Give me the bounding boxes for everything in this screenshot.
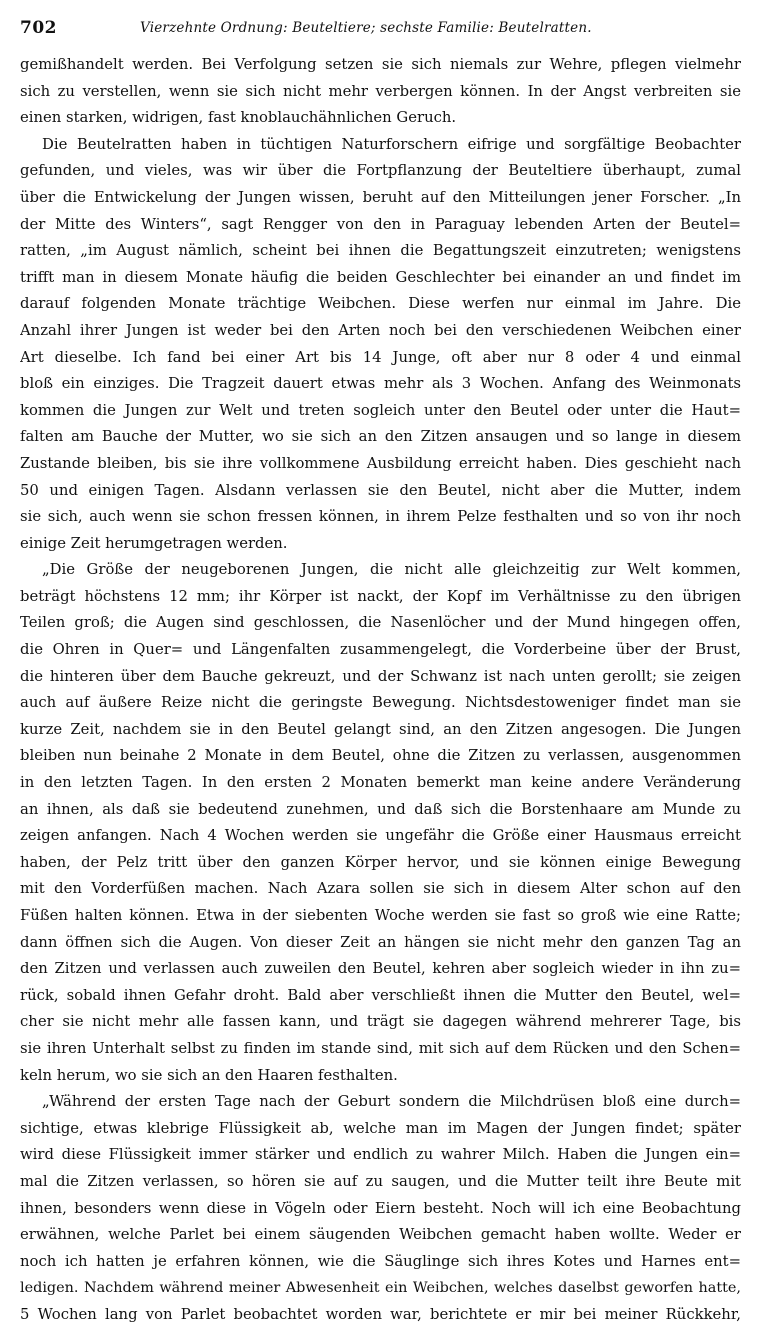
text-line: einige Zeit herumgetragen werden. [20,534,288,552]
text-line: Art dieselbe. Ich fand bei einer Art bis 14 Junge, oft aber nur 8 oder 4 und einmal [20,348,741,366]
text-line: ihnen, besonders wenn diese in Vögeln oder Eiern besteht. Noch will ich eine Beobachtung [20,1199,741,1217]
text-line: Teilen groß; die Augen sind geschlossen, die Nasenlöcher und der Mund hingegen offen, [20,614,741,632]
text-line: 5 Wochen lang von Parlet beobachtet worden war, berichtete er mir bei meiner Rückkehr, [20,1305,741,1323]
text-line: cher sie nicht mehr alle fassen kann, und trägt sie dagegen während mehrerer Tage, bis [20,1013,741,1031]
text-line: kurze Zeit, nachdem sie in den Beutel gelangt sind, an den Zitzen angesogen. Die Jungen [20,720,741,738]
text-line: erwähnen, welche Parlet bei einem säugenden Weibchen gemacht haben wollte. Weder er [20,1226,741,1244]
text-line: Die Beutelratten haben in tüchtigen Naturforschern eifrige und sorgfältige Beobachter [42,135,741,153]
text-line: keln herum, wo sie sich an den Haaren festhalten. [20,1066,398,1084]
text-line: bleiben nun beinahe 2 Monate in dem Beutel, ohne die Zitzen zu verlassen, ausgenommen [20,747,741,765]
running-head: Vierzehnte Ordnung: Beuteltiere; sechste Familie: Beutelratten. [140,20,592,36]
text-line: bloß ein einziges. Die Tragzeit dauert etwas mehr als 3 Wochen. Anfang des Weinmonats [20,375,741,393]
text-line: die hinteren über dem Bauche gekreuzt, und der Schwanz ist nach unten gerollt; sie zeigen [20,667,741,685]
text-line: haben, der Pelz tritt über den ganzen Körper hervor, und sie können einige Bewegung [20,853,741,871]
text-line: darauf folgenden Monate trächtige Weibchen. Diese werfen nur einmal im Jahre. Die [20,295,741,313]
text-line: falten am Bauche der Mutter, wo sie sich an den Zitzen ansaugen und so lange in diesem [20,428,741,446]
body-text [20,52,741,1329]
text-line: die Ohren in Quer= und Längenfalten zusammengelegt, die Vorderbeine über der Brust, [20,641,741,659]
text-line: zeigen anfangen. Nach 4 Wochen werden sie ungefähr die Größe einer Hausmaus erreicht [20,827,741,845]
page-header [20,18,741,44]
text-line: an ihnen, als daß sie bedeutend zunehmen, und daß sich die Borstenhaare am Munde zu [20,800,741,818]
text-line: gefunden, und vieles, was wir über die Fortpflanzung der Beuteltiere überhaupt, zumal [20,162,741,180]
text-line: kommen die Jungen zur Welt und treten sogleich unter den Beutel oder unter die Haut= [20,401,741,419]
text-line: mal die Zitzen verlassen, so hören sie auf zu saugen, und die Mutter teilt ihre Beute mit [20,1172,741,1190]
text-line: ledigen. Nachdem während meiner Abwesenheit ein Weibchen, welches daselbst geworfen hatte, [20,1280,741,1297]
text-line: gemißhandelt werden. Bei Verfolgung setzen sie sich niemals zur Wehre, pflegen vielmehr [20,56,741,73]
text-line: noch ich hatten je erfahren können, wie die Säuglinge sich ihres Kotes und Harnes ent= [20,1252,741,1270]
text-line: den Zitzen und verlassen auch zuweilen den Beutel, kehren aber sogleich wieder in ihn zu= [20,960,741,978]
text-line: „Die Größe der neugeborenen Jungen, die nicht alle gleichzeitig zur Welt kommen, [42,561,741,579]
text-line: sich zu verstellen, wenn sie sich nicht mehr verbergen können. In der Angst verbreiten sie [20,82,741,100]
text-line: dann öffnen sich die Augen. Von dieser Zeit an hängen sie nicht mehr den ganzen Tag an [20,933,741,951]
text-line: rück, sobald ihnen Gefahr droht. Bald aber verschließt ihnen die Mutter den Beutel, wel= [20,986,741,1004]
text-line: trifft man in diesem Monate häufig die beiden Geschlechter bei einander an und findet im [20,268,741,286]
text-line: Füßen halten können. Etwa in der siebenten Woche werden sie fast so groß wie eine Ratte; [20,907,741,924]
page-number: 702 [20,18,57,38]
text-line: einen starken, widrigen, fast knoblauchähnlichen Geruch. [20,109,457,127]
text-line: wird diese Flüssigkeit immer stärker und endlich zu wahrer Milch. Haben die Jungen ein= [20,1146,741,1164]
text-line: ratten, „im August nämlich, scheint bei ihnen die Begattungszeit einzutreten; wenigstens [20,242,741,260]
text-line: mit den Vorderfüßen machen. Nach Azara sollen sie sich in diesem Alter schon auf den [20,880,741,898]
text-line: der Mitte des Winters“, sagt Rengger von den in Paraguay lebenden Arten der Beutel= [20,215,741,233]
text-line: sichtige, etwas klebrige Flüssigkeit ab, welche man im Magen der Jungen findet; später [20,1119,741,1137]
text-line: auch auf äußere Reize nicht die geringste Bewegung. Nichtsdestoweniger findet man sie [20,694,741,712]
text-line: sie ihren Unterhalt selbst zu finden im stande sind, mit sich auf dem Rücken und den Schen= [20,1039,741,1057]
text-line: „Während der ersten Tage nach der Geburt sondern die Milchdrüsen bloß eine durch= [42,1093,741,1111]
text-line: Anzahl ihrer Jungen ist weder bei den Arten noch bei den verschiedenen Weibchen einer [20,321,741,339]
text-line: über die Entwickelung der Jungen wissen, beruht auf den Mitteilungen jener Forscher. „In [20,188,741,206]
text-line: 50 und einigen Tagen. Alsdann verlassen sie den Beutel, nicht aber die Mutter, indem [20,481,741,499]
text-line: Zustande bleiben, bis sie ihre vollkommene Ausbildung erreicht haben. Dies geschieht nach [20,454,741,472]
text-line: in den letzten Tagen. In den ersten 2 Monaten bemerkt man keine andere Veränderung [20,774,741,792]
text-line: beträgt höchstens 12 mm; ihr Körper ist nackt, der Kopf im Verhältnisse zu den übrigen [20,587,741,605]
text-line: sie sich, auch wenn sie schon fressen können, in ihrem Pelze festhalten und so von ihr noch [20,508,741,526]
